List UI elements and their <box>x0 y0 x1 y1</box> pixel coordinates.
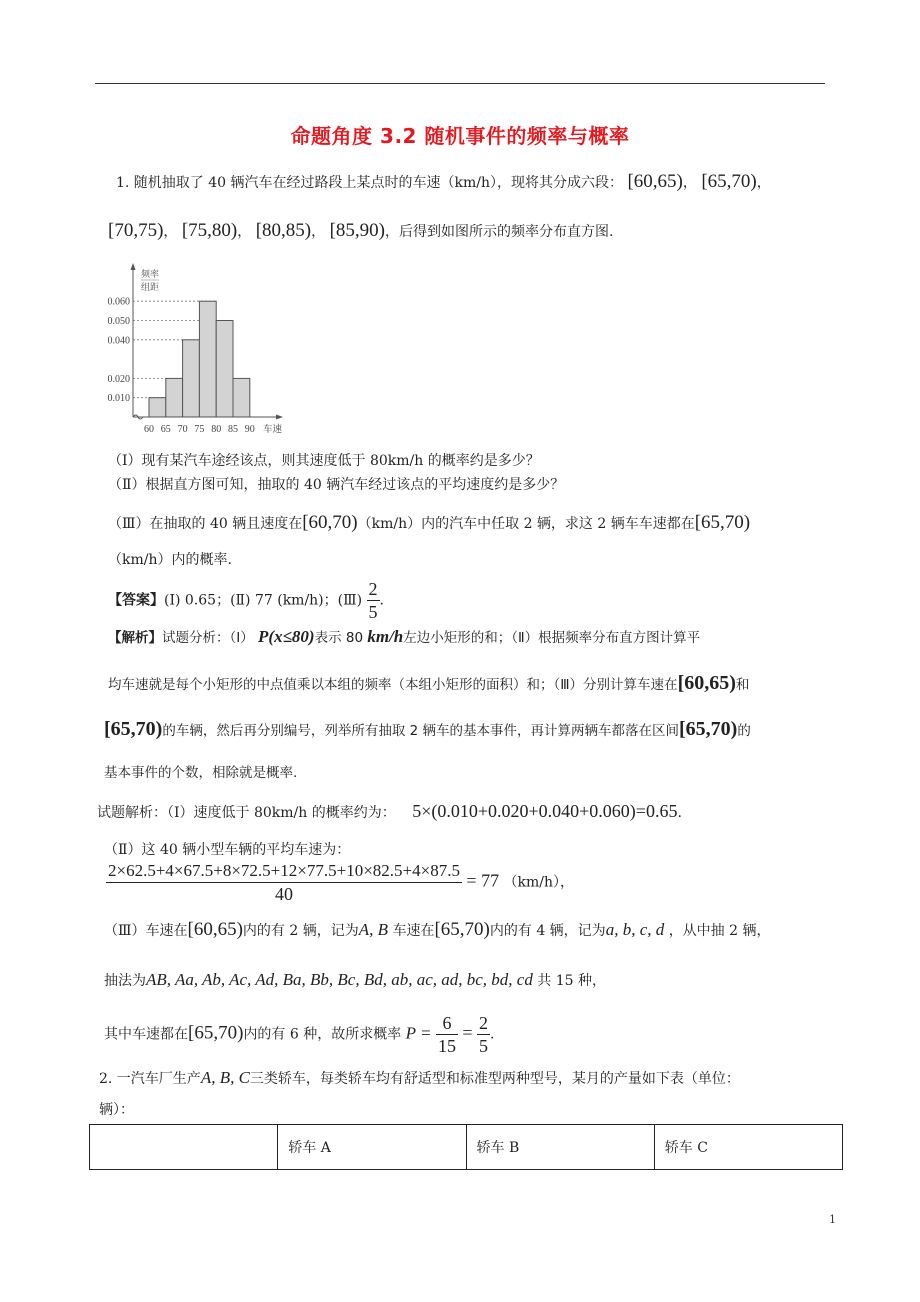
q1-intro-line1: 1. 随机抽取了 40 辆汽车在经过路段上某点时的车速（km/h），现将其分成六段： [60,65)， [65,70)， <box>116 171 771 192</box>
fraction-denominator: 40 <box>274 884 293 904</box>
solution-1-math: 5×(0.010+0.020+0.040+0.060)=0.65 <box>412 801 678 821</box>
q1-sub3 <box>108 513 750 534</box>
analysis-text: 表示 80 <box>314 630 364 646</box>
q1-intro-text: 1. 随机抽取了 40 辆汽车在经过路段上某点时的车速（km/h），现将其分成六段： <box>116 175 624 191</box>
analysis-line2 <box>108 673 749 695</box>
answer-1: (Ⅰ) 0.65； <box>164 592 231 609</box>
histogram-bar <box>166 378 183 417</box>
q1-intro-end: ，后得到如图所示的频率分布直方图. <box>384 224 614 240</box>
fraction-denominator: 5 <box>368 602 378 622</box>
interval-60-70: [60,70) <box>302 512 358 533</box>
interval-60-65: [60,65) <box>677 672 736 694</box>
interval-65-70: [65,70) <box>679 718 738 740</box>
q2-intro-line2: 辆）： <box>99 1102 134 1118</box>
y-tick-label: 0.050 <box>107 316 130 327</box>
x-tick-label: 80 <box>211 424 222 435</box>
x-tick-label: 60 <box>144 424 154 435</box>
fraction-numerator: 2 <box>368 579 378 599</box>
q1-sub1: （Ⅰ）现有某汽车途经该点，则其速度低于 80km/h 的概率约是多少？ <box>108 453 540 469</box>
x-tick-label: 70 <box>177 424 188 435</box>
x-tick-label: 90 <box>244 424 255 435</box>
interval-3: [70,75) <box>108 220 164 241</box>
solution-text: 共 15 种， <box>537 973 607 989</box>
q1-sub2: （Ⅱ）根据直方图可知，抽取的 40 辆汽车经过该点的平均速度约是多少？ <box>108 477 565 493</box>
header-rule <box>95 83 825 84</box>
solution-2: （Ⅱ）这 40 辆小型车辆的平均车速为： <box>104 842 351 858</box>
x-tick-label: 75 <box>194 424 205 435</box>
interval-65-70: [65,70) <box>104 718 163 740</box>
solution-text: ，从中抽 2 辆， <box>668 923 771 939</box>
solution-text: 车速在 <box>392 923 435 939</box>
q1-sub3-text-b: （km/h）内的汽车中任取 2 辆，求这 2 辆车车速都在 <box>357 516 695 532</box>
answer-line: 【答案】(Ⅰ) 0.65；(Ⅱ) 77 (km/h)；(Ⅲ) $\frac{2}{5}$ . <box>108 579 384 622</box>
math-combination-list: AB, Aa, Ab, Ac, Ad, Ba, Bb, Bc, Bd, ab, ac, ad, bc, bd, cd <box>146 970 533 989</box>
solution-5: 其中车速都在[65,70)内的有 6 种，故所求概率 P = $\frac{6}{15}$ = $\frac{2}{5}$ . <box>104 1013 495 1056</box>
interval-6: [85,90) <box>329 220 385 241</box>
interval-60-65: [60,65) <box>187 919 243 940</box>
production-table <box>89 1124 843 1170</box>
math-A-B: A, B <box>358 920 389 939</box>
analysis-text: 的车辆，然后再分别编号，列举所有抽取 2 辆车的基本事件，再计算两辆车都落在区间 <box>162 723 679 739</box>
y-tick-label: 0.060 <box>107 296 130 308</box>
interval-2: [65,70) <box>701 171 757 192</box>
y-tick-label: 0.010 <box>107 393 130 405</box>
x-axis-arrow <box>276 415 283 420</box>
solution-text: 内的有 2 辆，记为 <box>242 923 359 939</box>
fraction-denominator: 5 <box>479 1036 488 1056</box>
probability-fraction-1 <box>436 1012 458 1057</box>
histogram-bar <box>183 340 200 417</box>
math-a-b-c-d: a, b, c, d <box>605 920 665 939</box>
page-number: 1 <box>829 1213 836 1226</box>
interval-5: [80,85) <box>255 220 312 241</box>
y-axis-label-denominator: 组距 <box>141 282 160 292</box>
table-cell: 轿车 A <box>278 1125 466 1170</box>
analysis-line4: 基本事件的个数，相除就是概率. <box>104 765 298 781</box>
analysis-label: 【解析】 <box>108 630 162 646</box>
solution-2-formula <box>106 860 574 905</box>
interval-65-70: [65,70) <box>188 1022 244 1044</box>
probability-fraction-2 <box>477 1012 490 1057</box>
fraction-numerator: 2 <box>479 1013 488 1033</box>
answer-fraction <box>367 578 380 623</box>
solution-text: 抽法为 <box>104 973 146 989</box>
answer-label: 【答案】 <box>108 592 164 609</box>
y-tick-label: 0.020 <box>107 373 130 385</box>
solution-text: 内的有 4 辆，记为 <box>489 923 606 939</box>
fraction-numerator: 2×62.5+4×67.5+8×72.5+12×77.5+10×82.5+4×87.5 <box>106 860 462 883</box>
q2-text: 2. 一汽车厂生产 <box>99 1071 201 1087</box>
solution-text: （Ⅲ）车速在 <box>104 923 188 939</box>
q2-text: 三类轿车，每类轿车均有舒适型和标准型两种型号，某月的产量如下表（单位： <box>249 1071 740 1087</box>
x-tick-label: 65 <box>160 424 171 435</box>
interval-65-70: [65,70) <box>694 512 751 533</box>
analysis-math-p: P(x≤80) <box>258 627 315 646</box>
frequency-histogram <box>90 260 300 440</box>
solution-text: 试题解析：（Ⅰ）速度低于 80km/h 的概率约为： <box>97 805 396 821</box>
table-cell: 轿车 B <box>466 1125 654 1170</box>
table-cell <box>90 1125 278 1170</box>
analysis-text: 的 <box>737 723 751 739</box>
answer-2: (Ⅱ) 77 (km/h)； <box>230 592 338 609</box>
answer-3: (Ⅲ) <box>337 592 363 609</box>
analysis-text: 试题分析：（Ⅰ） <box>162 630 254 646</box>
fraction-numerator: 6 <box>436 1012 458 1035</box>
q1-sub3-end: （km/h）内的概率. <box>108 552 232 568</box>
unit: （km/h）， <box>503 874 575 891</box>
interval-1: [60,65) <box>627 171 683 192</box>
average-speed-result: = 77 <box>466 870 500 891</box>
solution-3 <box>104 920 771 941</box>
x-tick-label: 85 <box>228 424 238 435</box>
interval-4: [75,80) <box>181 220 238 241</box>
page-title: 命题角度 3.2 随机事件的频率与概率 <box>290 124 630 148</box>
solution-text: 内的有 6 种，故所求概率 <box>243 1026 402 1043</box>
solution-text: 其中车速都在 <box>104 1026 188 1043</box>
math-P: P = <box>405 1023 432 1043</box>
average-speed-fraction <box>106 860 462 905</box>
q1-sub3-text-a: （Ⅲ）在抽取的 40 辆且速度在 <box>108 516 303 532</box>
y-tick-label: 0.040 <box>107 335 130 347</box>
analysis-line3 <box>104 719 751 741</box>
table-cell: 轿车 C <box>654 1125 842 1170</box>
analysis-text: 和 <box>735 677 750 693</box>
table-header-row <box>90 1125 843 1170</box>
analysis-unit: km/h <box>367 627 404 646</box>
x-axis-label: 车速 <box>263 425 283 435</box>
y-axis-arrow <box>131 263 136 270</box>
fraction-denominator: 15 <box>437 1036 456 1056</box>
interval-65-70: [65,70) <box>434 919 490 940</box>
analysis-text: 左边小矩形的和；（Ⅱ）根据频率分布直方图计算平 <box>403 630 701 646</box>
histogram-bar <box>233 378 250 417</box>
solution-1: 试题解析：（Ⅰ）速度低于 80km/h 的概率约为： 5×(0.010+0.020+0.040+0.060)=0.65. <box>97 801 682 821</box>
analysis-text: 均车速就是每个小矩形的中点值乘以本组的频率（本组小矩形的面积）和；（Ⅲ）分别计算车速在 <box>108 677 678 693</box>
y-axis-label-numerator: 频率 <box>141 269 160 279</box>
q1-intro-line2: [70,75)， [75,80)， [80,85)， [85,90)，后得到如图所示的频率分布直方图. <box>108 220 614 241</box>
math-A-B-C: A, B, C <box>200 1068 250 1087</box>
histogram-bar <box>199 301 216 417</box>
histogram-bar <box>216 321 233 418</box>
analysis-line1 <box>108 627 700 648</box>
q2-intro-line1 <box>99 1068 740 1089</box>
solution-4 <box>104 970 606 991</box>
histogram-bar <box>149 398 166 417</box>
